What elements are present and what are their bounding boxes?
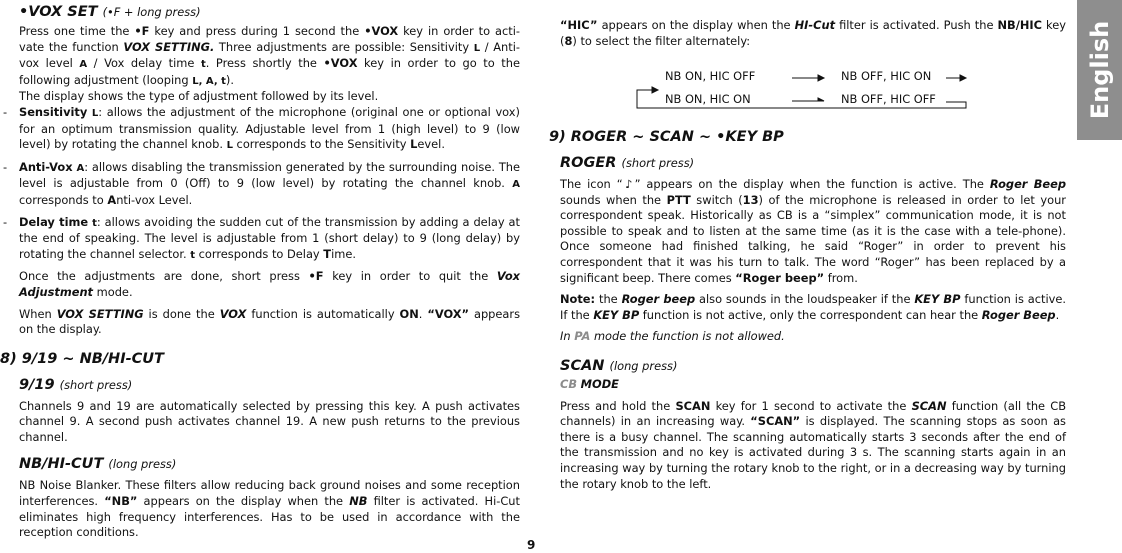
sec9-pa-note: In PA mode the function is not allowed. xyxy=(560,329,785,344)
language-tab: English xyxy=(1077,0,1122,140)
vox-delay-item: - Delay time t: allows avoiding the sudden cut of the transmission by adding a delay at the end of speaking. The level is adjustable from 1 (short delay) to 9 (long delay) by rotating the channel selector. t corresponds to Delay Time. xyxy=(3,214,520,261)
sec9-sub-roger: ROGER (short press) xyxy=(560,155,695,171)
sec8-sub-9-19: 9/19 (short press) xyxy=(19,376,133,393)
filter-cycle-diagram xyxy=(560,66,980,110)
section-9-heading: 9) ROGER ~ SCAN ~ •KEY BP xyxy=(549,129,784,145)
vox-display-note: The display shows the type of adjustment followed by its level. xyxy=(19,89,379,104)
section-9 xyxy=(549,128,1067,492)
page-number: 9 xyxy=(527,538,536,552)
flow-nb-on-hic-off: NB ON, HIC OFF xyxy=(665,69,756,83)
sec8-nb-text: NB Noise Blanker. These filters allow reducing back ground noises and some reception interferences. “NB” appears on the display when the NB filter is activated. Hi-Cut eliminates high frequency interferences. Has to be used in accordance with the reception conditions. xyxy=(19,478,520,540)
vox-quit-note: Once the adjustments are done, short press •F key in order to quit the Vox Adjustment mode. xyxy=(19,269,521,299)
flow-nb-off-hic-off: NB OFF, HIC OFF xyxy=(841,92,936,106)
vox-intro: Press one time the •F key and press during 1 second the •VOX key in order to acti-vate the function VOX SETTING. Three adjustments are possible: Sensitivity L / Anti-vox level A / Vox delay time t. Press shortly the •VOX key in order to go to the following adjustment (looping L, A, t). xyxy=(19,24,521,87)
sec9-cb-mode: CB MODE xyxy=(560,376,619,391)
sec9-scan-text: Press and hold the SCAN key for 1 second to activate the SCAN function (all the CB channels) in an increasing way. “SCAN” is displayed. The scanning stops as soon as there is a busy channel. The scanning automatically starts 3 seconds after the end of the transmission and no key is activated during 3 s. The scanning starts again in an increasing way by turning the rotary knob to the right, or in a decreasing way by turning the rotary knob to the left. xyxy=(560,398,1067,491)
sec9-roger-note: Note: the Roger beep also sounds in the loudspeaker if the KEY BP function is active. If the KEY BP function is not active, only the correspondent can hear the Roger Beep. xyxy=(560,292,1067,322)
section-8-heading: 8) 9/19 ~ NB/HI-CUT xyxy=(0,350,164,367)
vox-auto-on-note: When VOX SETTING is done the VOX function is automatically ON. “VOX” appears on the display. xyxy=(19,306,521,337)
sec8-9-19-text: Channels 9 and 19 are automatically selected by pressing this key. A push activates channel 9. A second push activates channel 19. A new push returns to the previous channel. xyxy=(19,398,520,444)
flow-nb-on-hic-on: NB ON, HIC ON xyxy=(665,92,751,106)
vox-antivox-item: - Anti-Vox A: allows disabling the transmission generated by the surrounding noise. The level is adjustable from 0 (Off) to 9 (low level) by rotating the channel knob. A corresponds to Anti-vox Level. xyxy=(3,159,521,207)
right-column-body xyxy=(560,18,1066,49)
sec8-hicut-text-2: “HIC” appears on the display when the HI-Cut filter is activated. Push the NB/HIC key (8) to select the filter alternately: xyxy=(560,18,1066,48)
flow-nb-off-hic-on: NB OFF, HIC ON xyxy=(841,69,932,83)
flow-arrows xyxy=(560,66,980,110)
sec9-roger-text: The icon “♪” appears on the display when the function is active. The Roger Beep sounds when the PTT switch (13) of the microphone is released in order to let your correspondent speak. Historically as CB is a “simplex” communication mode, it is not possible to speak and to listen at the same time (as it is the case with a tele-phone). Once someone had finished talking, he said “Roger” in order to prevent his correspondent that it was his turn to talk. The word “Roger” has been replaced by a significant beep. There comes “Roger beep” from. xyxy=(560,177,1067,285)
sec9-sub-scan: SCAN (long press) xyxy=(560,357,678,374)
left-column xyxy=(0,0,520,541)
vox-heading: •VOX SET (•F + long press) xyxy=(19,4,201,20)
sec8-sub-nb-hicut: NB/HI-CUT (long press) xyxy=(19,456,177,473)
roger-note-icon: ♪ xyxy=(622,177,635,191)
vox-sensitivity-item: - Sensitivity L: allows the adjustment of the microphone (original one or optional vox) for an optimum transmission quality. Adjustable level from 1 (high level) to 9 (low level) by rotating the channel knob. L corresponds to the Sensitivity Level. xyxy=(3,104,520,152)
